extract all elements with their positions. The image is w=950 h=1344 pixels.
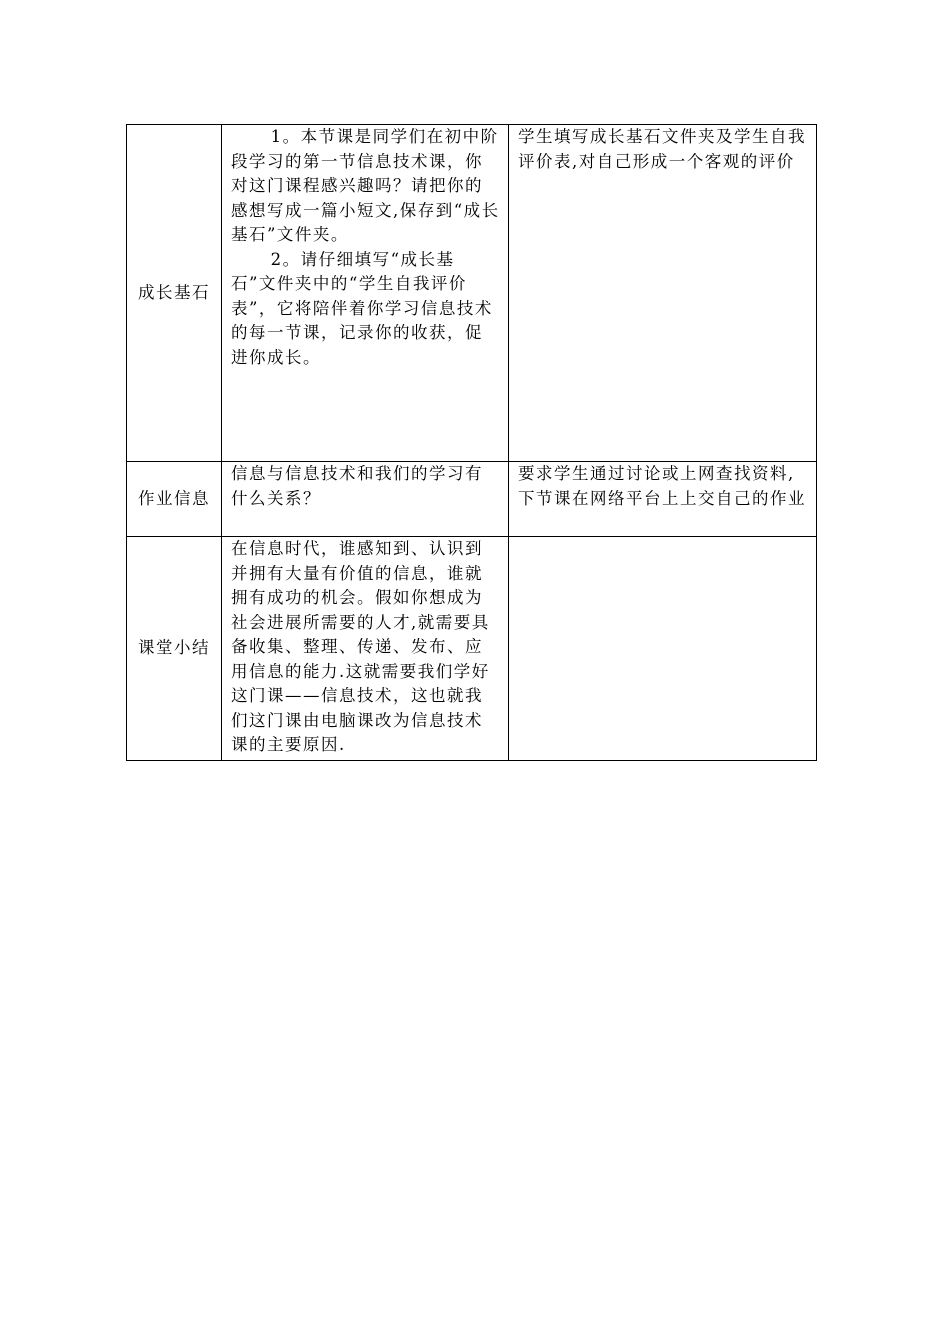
- activity-item-2: 2。请仔细填写“成长基石”文件夹中的“学生自我评价表”，它将陪伴着你学习信息技术的每一节课，记录你的收获，促进你成长。: [231, 249, 493, 367]
- table-row: [127, 125, 817, 462]
- activity-cell: [222, 125, 509, 462]
- activity-item-1: 信息与信息技术和我们的学习有什么关系？: [231, 464, 483, 508]
- activity-item-1: 1。本节课是同学们在初中阶段学习的第一节信息技术课，你对这门课程感兴趣吗？请把你的感想写成一篇小短文,保存到“成长基石”文件夹。: [231, 127, 500, 244]
- purpose-cell: [509, 462, 817, 537]
- activity-cell: [222, 462, 509, 537]
- row-label-summary: 课堂小结: [127, 537, 222, 761]
- purpose-text: 要求学生通过讨论或上网查找资料,下节课在网络平台上上交自己的作业: [518, 464, 806, 508]
- purpose-text: 学生填写成长基石文件夹及学生自我评价表,对自己形成一个客观的评价: [518, 127, 806, 171]
- table-row: [127, 462, 817, 537]
- row-label-homework: 作业信息: [127, 462, 222, 537]
- lesson-plan-table: [126, 124, 817, 761]
- activity-item-1: 在信息时代，谁感知到、认识到并拥有大量有价值的信息，谁就拥有成功的机会。假如你想成为社会进展所需要的人才,就需要具备收集、整理、传递、发布、应用信息的能力.这就需要我们学好这门课——信息技术，这也就我们这门课由电脑课改为信息技术课的主要原因.: [231, 539, 490, 754]
- purpose-cell: [509, 537, 817, 761]
- activity-cell: [222, 537, 509, 761]
- row-label-growth-foundation: 成长基石: [127, 125, 222, 462]
- purpose-cell: [509, 125, 817, 462]
- table-row: [127, 537, 817, 761]
